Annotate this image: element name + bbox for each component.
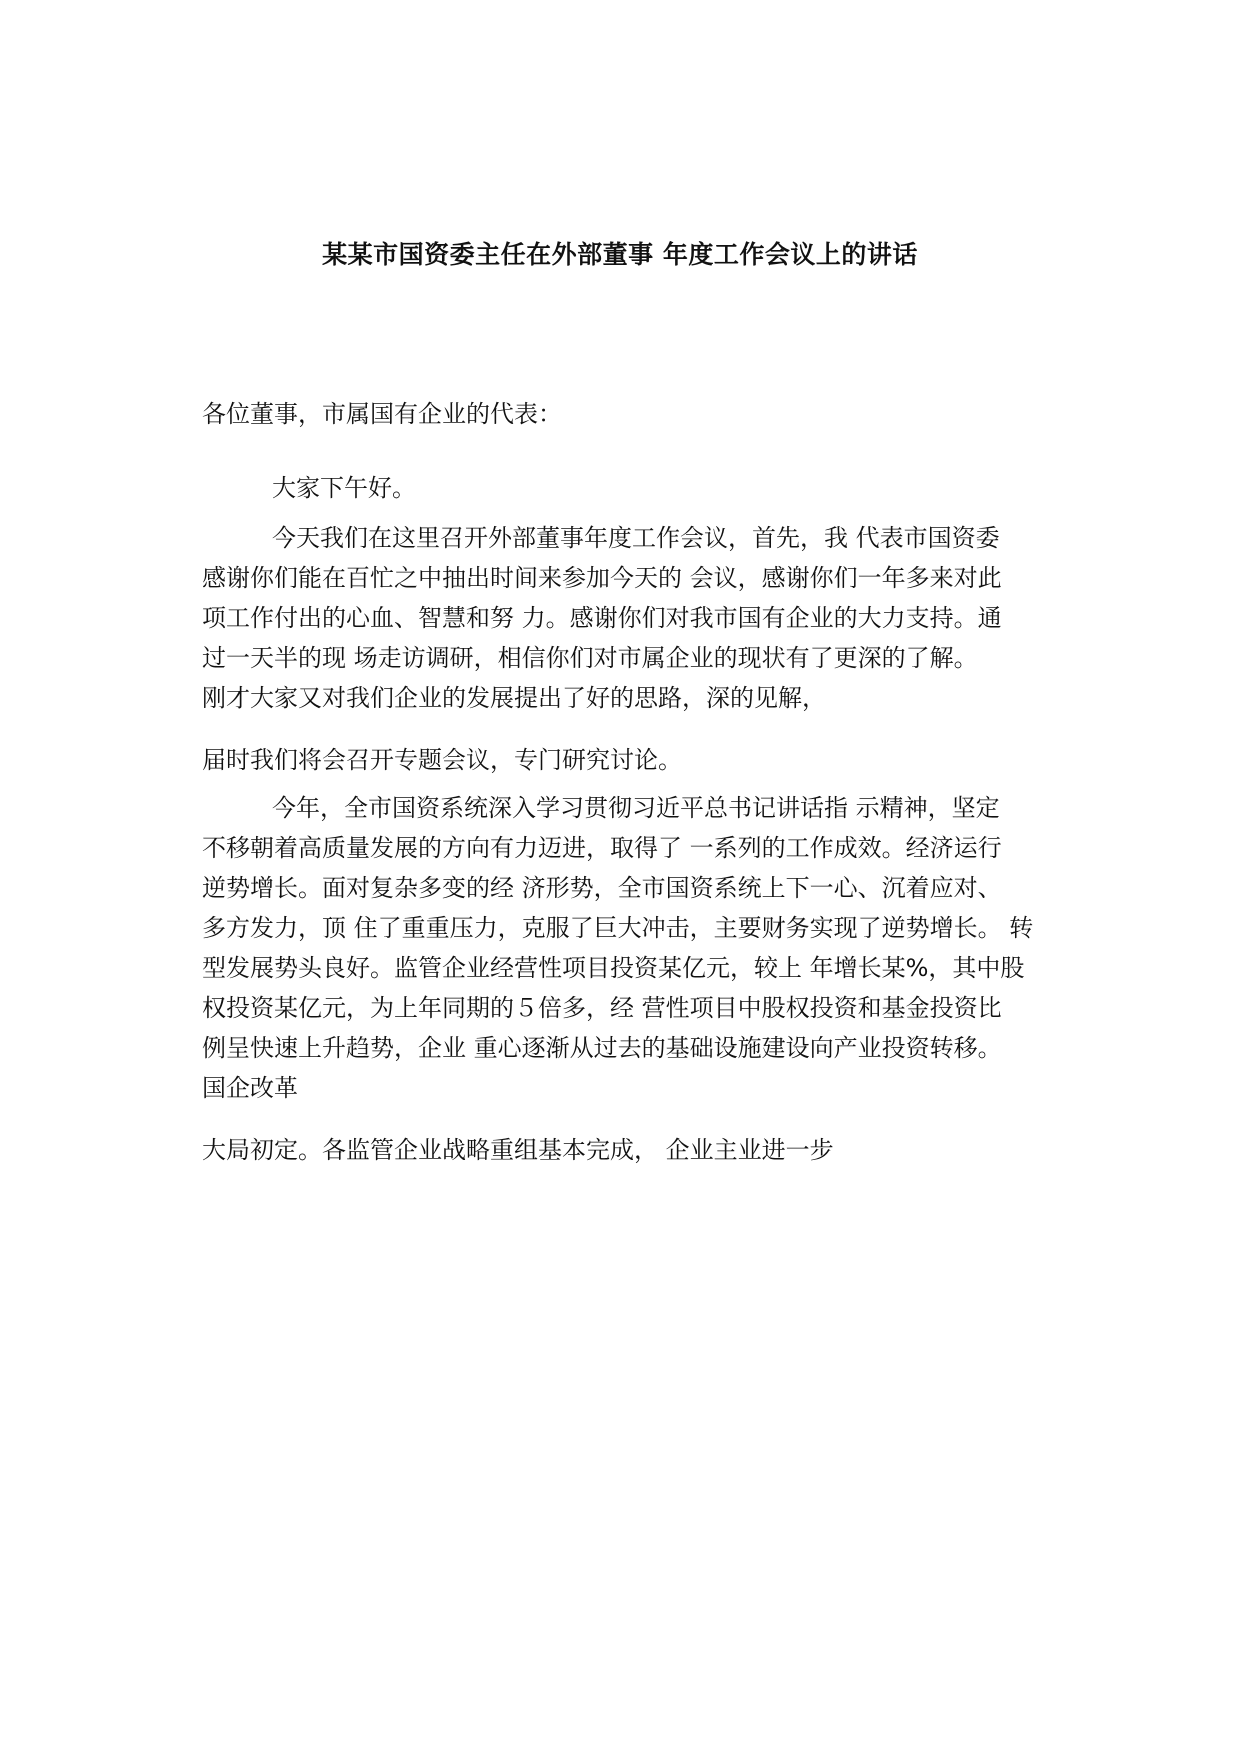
greeting-text: 大家下午好。 [272, 474, 416, 502]
paragraph-3 [202, 1130, 1082, 1170]
paragraph-1-line: 项工作付出的心血、智慧和努 力。感谢你们对我市国有企业的大力支持。通 [202, 604, 1002, 632]
paragraph-2-line: 国企改革 [202, 1074, 298, 1102]
salutation [202, 394, 1082, 434]
paragraph-1-continued [202, 740, 1082, 780]
paragraph-2-line: 逆势增长。面对复杂多变的经 济形势，全市国资系统上下一心、沉着应对、 [202, 874, 1002, 902]
paragraph-1-line: 感谢你们能在百忙之中抽出时间来参加今天的 会议，感谢你们一年多来对此 [202, 564, 1002, 592]
paragraph-1-line: 刚才大家又对我们企业的发展提出了好的思路，深的见解， [202, 684, 826, 712]
paragraph-3-text: 大局初定。各监管企业战略重组基本完成， 企业主业进一步 [202, 1136, 834, 1164]
document-title: 某某市国资委主任在外部董事 年度工作会议上的讲话 [322, 240, 918, 269]
greeting [202, 468, 1082, 508]
salutation-text: 各位董事，市属国有企业的代表： [202, 400, 562, 428]
paragraph-1 [202, 518, 1082, 718]
paragraph-1-line: 过一天半的现 场走访调研，相信你们对市属企业的现状有了更深的了解。 [202, 644, 978, 672]
paragraph-2-line: 不移朝着高质量发展的方向有力迈进，取得了 一系列的工作成效。经济运行 [202, 834, 1002, 862]
paragraph-2-line: 例呈快速上升趋势，企业 重心逐渐从过去的基础设施建设向产业投资转移。 [202, 1034, 1002, 1062]
paragraph-2-line: 型发展势头良好。监管企业经营性项目投资某亿元，较上 年增长某%，其中股 [202, 954, 1025, 982]
paragraph-2-line: 今年，全市国资系统深入学习贯彻习近平总书记讲话指 示精神，坚定 [272, 794, 1000, 822]
paragraph-2-line: 权投资某亿元，为上年同期的５倍多，经 营性项目中股权投资和基金投资比 [202, 994, 1002, 1022]
paragraph-2-line: 多方发力，顶 住了重重压力，克服了巨大冲击，主要财务实现了逆势增长。 转 [202, 914, 1034, 942]
paragraph-1-line: 今天我们在这里召开外部董事年度工作会议，首先，我 代表市国资委 [272, 524, 1000, 552]
paragraph-1-continued-text: 届时我们将会召开专题会议，专门研究讨论。 [202, 746, 682, 774]
paragraph-2 [202, 788, 1082, 1108]
